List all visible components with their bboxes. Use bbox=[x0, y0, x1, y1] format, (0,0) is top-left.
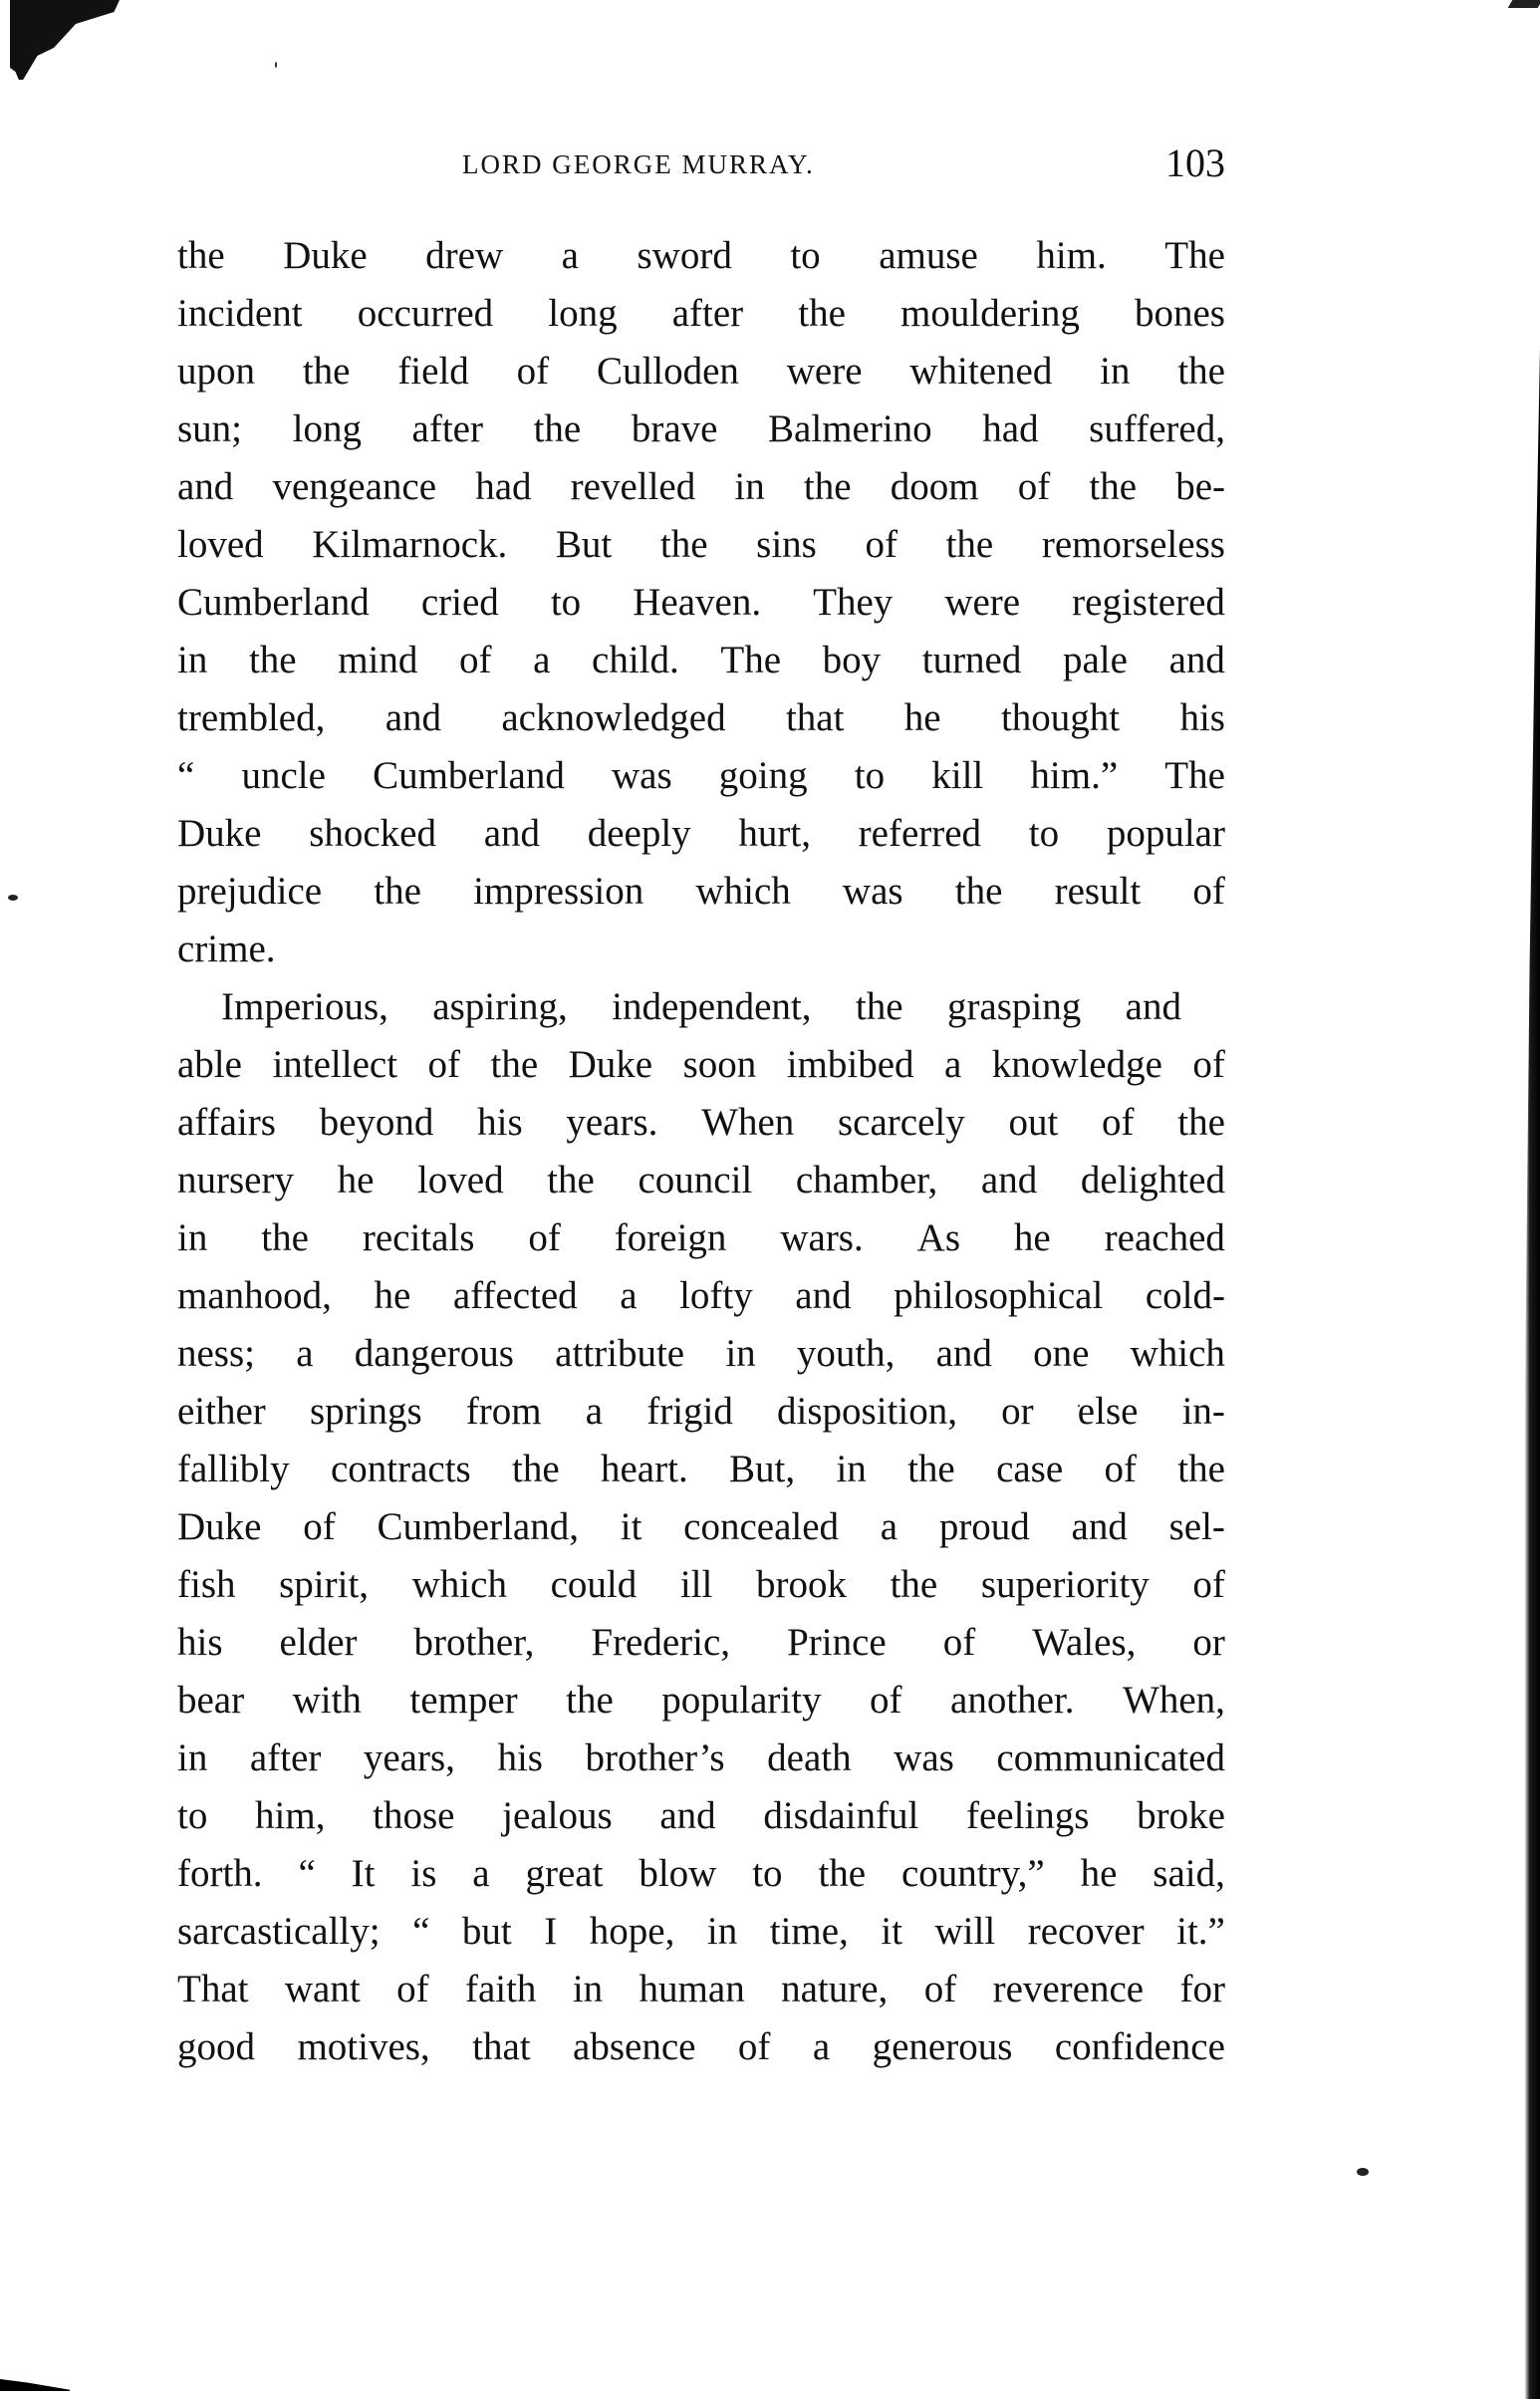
text-line: in after years, his brother’s death was communicated bbox=[177, 1736, 1225, 1779]
text-line: affairs beyond his years. When scarcely out of the bbox=[177, 1101, 1225, 1144]
text-line: ness; a dangerous attribute in youth, and one which bbox=[177, 1332, 1225, 1375]
text-line: in the mind of a child. The boy turned pale and bbox=[177, 639, 1225, 681]
text-line: bear with temper the popularity of another. When, bbox=[177, 1679, 1225, 1722]
scan-ink-blot bbox=[10, 0, 120, 80]
paragraph bbox=[177, 227, 1225, 978]
text-line: the Duke drew a sword to amuse him. The bbox=[177, 234, 1225, 277]
text-line: “ uncle Cumberland was going to kill him.” The bbox=[177, 754, 1225, 797]
text-line: fish spirit, which could ill brook the superiority of bbox=[177, 1563, 1225, 1606]
text-line: crime. bbox=[177, 928, 276, 970]
text-line: fallibly contracts the heart. But, in the case of the bbox=[177, 1448, 1225, 1490]
text-line: his elder brother, Frederic, Prince of Wales, or bbox=[177, 1621, 1225, 1664]
text-line: forth. “ It is a great blow to the country,” he said, bbox=[177, 1852, 1225, 1895]
text-line: sarcastically; “ but I hope, in time, it will recover it.” bbox=[177, 1910, 1225, 1953]
text-line: able intellect of the Duke soon imbibed a knowledge of bbox=[177, 1043, 1225, 1086]
text-line: nursery he loved the council chamber, and delighted bbox=[177, 1159, 1225, 1201]
text-line: Duke shocked and deeply hurt, referred to popular bbox=[177, 812, 1225, 855]
text-line: Imperious, aspiring, independent, the grasping and bbox=[221, 985, 1181, 1028]
text-line: Cumberland cried to Heaven. They were registered bbox=[177, 581, 1225, 624]
page-number: 103 bbox=[1165, 140, 1225, 185]
text-line: That want of faith in human nature, of reverence for bbox=[177, 1968, 1225, 2010]
text-line: trembled, and acknowledged that he thought his bbox=[177, 696, 1225, 739]
scan-speck bbox=[1357, 2168, 1369, 2176]
paragraph bbox=[177, 978, 1225, 2076]
text-line: either springs from a frigid disposition, or else in- bbox=[177, 1390, 1225, 1433]
text-line: upon the field of Culloden were whitened in the bbox=[177, 350, 1225, 393]
scan-speck bbox=[8, 895, 18, 901]
text-line: good motives, that absence of a generous confidence bbox=[177, 2025, 1225, 2068]
text-line: loved Kilmarnock. But the sins of the remorseless bbox=[177, 523, 1225, 566]
text-line: sun; long after the brave Balmerino had suffered, bbox=[177, 407, 1225, 450]
running-header bbox=[177, 139, 1225, 189]
text-line: manhood, he affected a lofty and philosophical cold- bbox=[177, 1274, 1225, 1317]
scan-mark bbox=[1508, 0, 1540, 8]
text-line: prejudice the impression which was the result of bbox=[177, 870, 1225, 913]
text-line: in the recitals of foreign wars. As he reached bbox=[177, 1216, 1225, 1259]
body-text bbox=[177, 227, 1225, 2076]
scan-page-edge-shadow bbox=[1514, 349, 1540, 2399]
text-line: to him, those jealous and disdainful feelings broke bbox=[177, 1794, 1225, 1837]
text-line: incident occurred long after the mouldering bones bbox=[177, 292, 1225, 335]
scan-corner-shadow bbox=[0, 2379, 70, 2391]
text-line: Duke of Cumberland, it concealed a proud and sel- bbox=[177, 1505, 1225, 1548]
text-line: and vengeance had revelled in the doom of the be- bbox=[177, 465, 1225, 508]
scan-speck bbox=[275, 62, 277, 68]
running-title: LORD GEORGE MURRAY. bbox=[462, 149, 815, 179]
